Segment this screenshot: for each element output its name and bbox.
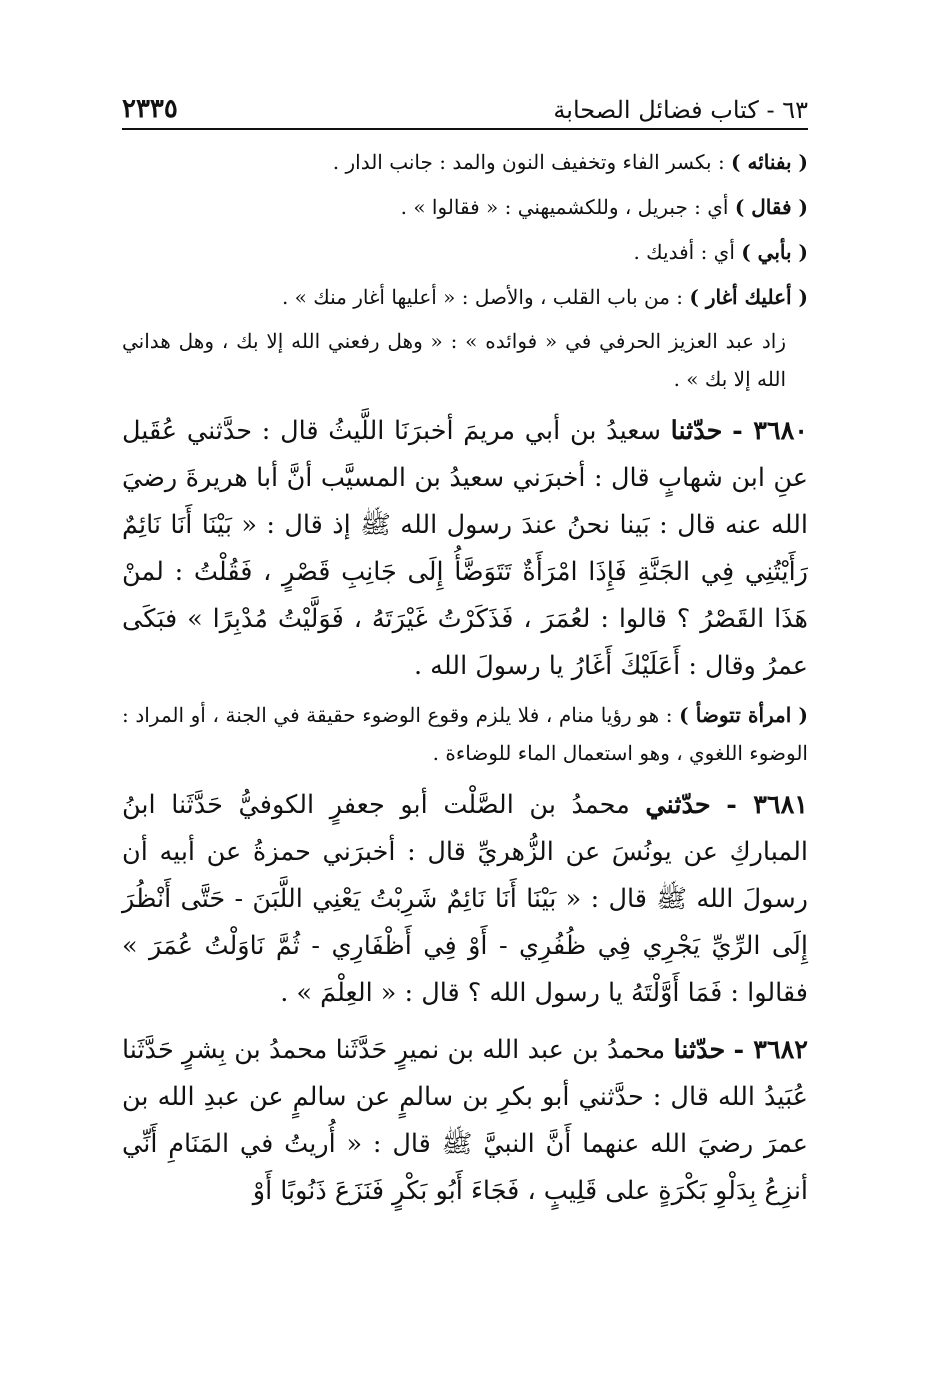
note-term: ( فقال ) bbox=[734, 195, 808, 219]
hadith-number: ٣٦٨٠ - bbox=[732, 416, 809, 446]
hadith-text: محمدُ بن عبد الله بن نميرٍ حَدَّثَنا محمدُ بن بِشرٍ حَدَّثَنا عُبَيدُ الله قال : حدَّثني أبو بكرِ بن سالمٍ عن سالمٍ عن عبدِ الله بن عمرَ رضيَ الله عنهما أَنَّ النبيَّ ﷺ قال : « أُريتُ في المَنَامِ أَنِّي أنزِعُ بِدَلْوِ بَكْرَةٍ على قَلِيبٍ ، فَجَاءَ أَبُو بَكْرٍ فَنَزَعَ ذَنُوبًا أَوْ bbox=[122, 1035, 808, 1206]
note-aalayka bbox=[122, 275, 808, 320]
page-number: ٢٣٣٥ bbox=[122, 94, 178, 124]
hadith-keyword: حدّثني bbox=[645, 790, 711, 820]
page-header bbox=[122, 88, 808, 124]
note-text: : من باب القلب ، والأصل : « أعليها أغار منك » . bbox=[281, 285, 690, 309]
hadith-keyword: حدّثنا bbox=[673, 1035, 726, 1065]
page-body bbox=[122, 140, 808, 1215]
hadith-3682 bbox=[122, 1027, 808, 1215]
note-term: ( بفنائه ) bbox=[731, 150, 808, 174]
note-text: : هو رؤيا منام ، فلا يلزم وقوع الوضوء حقيقة في الجنة ، أو المراد : الوضوء اللغوي ، وهو استعمال الماء للوضاءة . bbox=[122, 703, 808, 765]
note-biabi bbox=[122, 230, 808, 275]
hadith-text: سعيدُ بن أبي مريمَ أخبرَنَا اللَّيثُ قال : حدَّثني عُقَيل عنِ ابن شهابٍ قال : أخبرَني سعيدُ بن المسيَّب أنَّ أبا هريرةَ رضيَ الله عنه قال : بَينا نحنُ عندَ رسول الله ﷺ إذ قال : « بَيْنَا أَنَا نَائِمٌ رَأَيْتُنِي فِي الجَنَّةِ فَإِذَا امْرَأَةٌ تَتَوَضَّأُ إِلَى جَانِبِ قَصْرٍ ، فَقُلْتُ : لمنْ هَذَا القَصْرُ ؟ قالوا : لعُمَرَ ، فَذَكَرْتُ غَيْرَتَهُ ، فَوَلَّيْتُ مُدْبِرًا » فبَكَى عمرُ وقال : أَعَلَيْكَ أَغَارُ يا رسولَ الله . bbox=[122, 416, 808, 681]
note-text: أي : جبريل ، وللكشميهني : « فقالوا » . bbox=[400, 195, 735, 219]
hadith-3681 bbox=[122, 782, 808, 1017]
note-text: : بكسر الفاء وتخفيف النون والمد : جانب الدار . bbox=[332, 150, 732, 174]
note-faqal bbox=[122, 185, 808, 230]
note-term: ( بأبي ) bbox=[741, 240, 808, 264]
chapter-title: ٦٣ - كتاب فضائل الصحابة bbox=[553, 96, 808, 124]
addition-note: زاد عبد العزيز الحرفي في « فوائده » : « وهل رفعني الله إلا بك ، وهل هداني الله إلا بك » . bbox=[122, 329, 786, 391]
hadith-text: محمدُ بن الصَّلْت أبو جعفرٍ الكوفيُّ حَدَّثَنا ابنُ المباركِ عن يونُسَ عن الزُّهريِّ قال : أخبرَني حمزةُ عن أبيه أن رسولَ الله ﷺ قال : « بَيْنَا أَنَا نَائِمٌ شَرِبْتُ يَعْنِي اللَّبَنَ - حَتَّى أَنْظُرَ إِلَى الرِّيِّ يَجْرِي فِي ظُفُرِي - أَوْ فِي أَظْفَارِي - ثُمَّ نَاوَلْتُ عُمَرَ » فقالوا : فَمَا أَوَّلْتَهُ يا رسول الله ؟ قال : « العِلْمَ » . bbox=[122, 790, 808, 1008]
note-term: ( امرأة تتوضأ ) bbox=[679, 703, 808, 727]
note-bifinaihi bbox=[122, 140, 808, 185]
note-text: أي : أفديك . bbox=[633, 240, 742, 264]
hadith-number: ٣٦٨١ - bbox=[726, 790, 809, 820]
header-rule bbox=[122, 128, 808, 130]
hadith-number: ٣٦٨٢ - bbox=[733, 1035, 808, 1065]
note-term: ( أعليك أغار ) bbox=[689, 285, 808, 309]
hadith-3680 bbox=[122, 408, 808, 690]
note-imraa bbox=[122, 696, 808, 772]
hadith-keyword: حدّثنا bbox=[670, 416, 723, 446]
